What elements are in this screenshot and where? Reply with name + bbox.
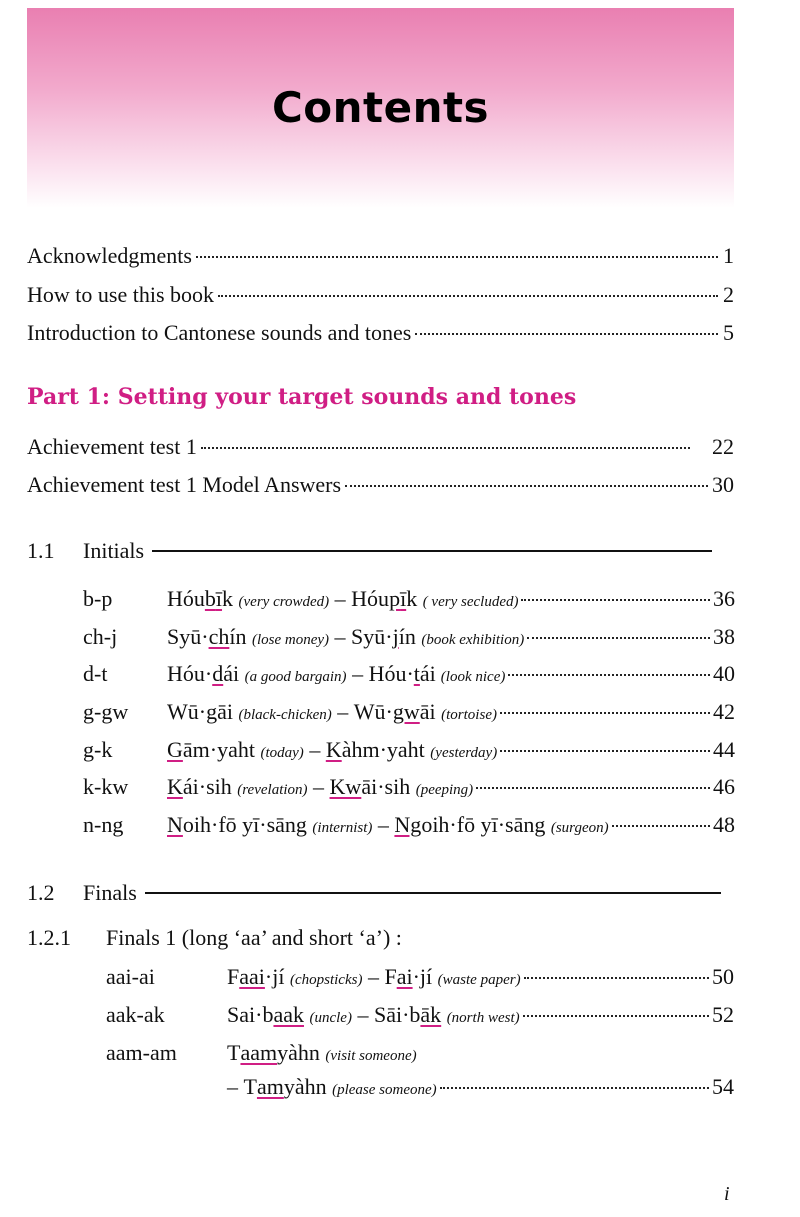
final-entry[interactable] (106, 1040, 734, 1070)
initial-entry[interactable] (83, 661, 735, 691)
entry-word-highlight: ai (396, 964, 413, 989)
entry-word-highlight: G (167, 737, 183, 762)
entry-code: d-t (83, 661, 108, 686)
entry-code: g-gw (83, 699, 129, 724)
entry-word: Sai·b (227, 1002, 274, 1027)
entry-code: aam-am (106, 1040, 177, 1065)
entry-dash: – (352, 661, 364, 686)
entry-code: b-p (83, 586, 113, 611)
entry-gloss: (book exhibition) (421, 632, 525, 648)
entry-word-highlight: p (389, 586, 401, 611)
entry-word-highlight: K (325, 737, 342, 762)
entry-word: T (243, 1074, 257, 1099)
entry-code: aak-ak (106, 1002, 165, 1027)
entry-gloss: (visit someone) (325, 1048, 417, 1064)
entry-dash: – (309, 737, 321, 762)
entry-word-highlight: ī (400, 586, 407, 611)
entry-gloss: (revelation) (237, 782, 308, 798)
entry-word: yàhn (277, 1040, 320, 1065)
entry-word: ái (419, 661, 436, 686)
section-number: 1.2 (27, 880, 55, 905)
entry-dash: – (357, 1002, 369, 1027)
entry-word: ām·yaht (182, 737, 255, 762)
entry-gloss: (please someone) (332, 1082, 437, 1098)
final-entry[interactable] (106, 1002, 734, 1032)
entry-dash: – (334, 586, 346, 611)
entry-gloss: ( very secluded) (422, 594, 519, 610)
leader-dots (500, 750, 710, 752)
toc-entry-page: 30 (712, 472, 734, 497)
entry-gloss: (black-chicken) (238, 707, 332, 723)
leader-dots (196, 256, 718, 258)
section-label: Initials (83, 538, 145, 563)
section-rule (152, 550, 712, 552)
entry-gloss: (today) (260, 745, 304, 761)
initial-entry[interactable] (83, 737, 735, 767)
entry-word-highlight: aam (240, 1040, 278, 1065)
entry-word-highlight: Ng (394, 812, 422, 837)
entry-dash: – (313, 774, 325, 799)
initial-entry[interactable] (83, 774, 735, 804)
entry-dash: – (334, 624, 346, 649)
entry-page: 50 (712, 964, 734, 989)
entry-word-highlight: d (212, 661, 224, 686)
leader-dots (440, 1087, 709, 1089)
entry-word: F (227, 964, 240, 989)
entry-word: Syū· (351, 624, 393, 649)
entry-gloss: (lose money) (251, 632, 330, 648)
entry-word-highlight: j (392, 624, 399, 649)
entry-word: Hóu (167, 586, 205, 611)
footer-page-number: i (724, 1183, 730, 1205)
section-rule (145, 892, 721, 894)
entry-word-highlight: K (167, 774, 183, 799)
entry-page: 40 (713, 661, 735, 686)
section-label: Finals (83, 880, 137, 905)
entry-gloss: (look nice) (440, 669, 506, 685)
leader-dots (415, 333, 718, 335)
initial-entry[interactable] (83, 624, 735, 654)
toc-entry[interactable] (27, 434, 734, 462)
entry-code: ch-j (83, 624, 118, 649)
entry-word-highlight: Kw (329, 774, 362, 799)
entry-word: Syū· (167, 624, 209, 649)
entry-dash: – (337, 699, 349, 724)
entry-word: Hóu (351, 586, 390, 611)
entry-word-highlight: am (256, 1074, 284, 1099)
entry-word: k (406, 586, 418, 611)
entry-gloss: (peeping) (415, 782, 474, 798)
entry-word: F (384, 964, 397, 989)
entry-word-highlight: gw (392, 699, 420, 724)
leader-dots (508, 674, 710, 676)
toc-entry-page: 5 (723, 320, 734, 345)
entry-word-highlight: g (206, 699, 218, 724)
entry-word: oih·fō yī·sāng (421, 812, 546, 837)
toc-entry-label: Achievement test 1 (27, 434, 197, 459)
leader-dots (345, 485, 708, 487)
entry-page: 36 (713, 586, 735, 611)
entry-gloss: (chopsticks) (289, 972, 363, 988)
leader-dots (524, 977, 709, 979)
entry-word: ái·sih (182, 774, 232, 799)
entry-code: aai-ai (106, 964, 155, 989)
toc-entry-page: 22 (712, 434, 734, 459)
section-heading (27, 538, 712, 564)
entry-gloss: (tortoise) (441, 707, 497, 723)
toc-entry[interactable] (27, 243, 734, 271)
entry-word-highlight: t (413, 661, 420, 686)
entry-word: Wū· (353, 699, 393, 724)
section-heading (27, 880, 721, 906)
entry-gloss: (a good bargain) (244, 669, 347, 685)
entry-word-highlight: aai (239, 964, 265, 989)
entry-word-highlight: ī (215, 586, 223, 611)
entry-gloss: (surgeon) (550, 820, 609, 836)
leader-dots (612, 825, 710, 827)
entry-word: oih·fō yī·sāng (182, 812, 307, 837)
entry-word: Sāi·b (373, 1002, 421, 1027)
entry-word: ·jí (264, 964, 285, 989)
toc-entry-page: 1 (723, 243, 734, 268)
entry-dash: – (367, 964, 379, 989)
entry-word: yàhn (283, 1074, 327, 1099)
entry-page: 44 (713, 737, 735, 762)
toc-entry[interactable] (27, 320, 734, 348)
part-heading: Part 1: Setting your target sounds and tones (27, 384, 577, 410)
entry-gloss: (north west) (446, 1010, 520, 1026)
leader-dots (527, 637, 710, 639)
entry-word: k (222, 586, 234, 611)
entry-word: ín (398, 624, 416, 649)
entry-word-highlight: āk (420, 1002, 442, 1027)
subsection-label: Finals 1 (long ‘aa’ and short ‘a’) : (106, 925, 402, 950)
entry-gloss: (uncle) (309, 1010, 352, 1026)
leader-dots (476, 787, 710, 789)
entry-word-highlight: N (167, 812, 183, 837)
entry-gloss: (waste paper) (437, 972, 521, 988)
toc-entry[interactable] (27, 472, 734, 500)
leader-dots (523, 1015, 709, 1017)
toc-entry[interactable] (27, 282, 734, 310)
entry-word: àhm·yaht (341, 737, 425, 762)
leader-dots (500, 712, 710, 714)
entry-word: ín (229, 624, 247, 649)
entry-word: Hóu· (368, 661, 414, 686)
entry-code: n-ng (83, 812, 124, 837)
entry-word: Wū· (167, 699, 207, 724)
section-number: 1.1 (27, 538, 55, 563)
entry-word: ·jí (412, 964, 433, 989)
entry-page: 54 (712, 1074, 734, 1099)
entry-dash: – (227, 1074, 238, 1099)
toc-entry-label: Introduction to Cantonese sounds and tones (27, 320, 412, 345)
toc-entry-label: How to use this book (27, 282, 214, 307)
page-title: Contents (271, 83, 490, 132)
subsection-number: 1.2.1 (27, 925, 71, 950)
entry-gloss: (very crowded) (238, 594, 330, 610)
entry-word: ái (223, 661, 240, 686)
entry-page: 52 (712, 1002, 734, 1027)
entry-word: āi (419, 699, 436, 724)
header-banner (27, 8, 734, 208)
final-entry-continuation[interactable] (227, 1074, 734, 1104)
leader-dots (218, 295, 718, 297)
entry-gloss: (yesterday) (430, 745, 498, 761)
initial-entry[interactable] (83, 812, 735, 842)
final-entry[interactable] (106, 964, 734, 994)
entry-dash: – (377, 812, 389, 837)
entry-word-highlight: b (204, 586, 216, 611)
entry-word: Hóu· (167, 661, 213, 686)
entry-code: g-k (83, 737, 113, 762)
toc-entry-page: 2 (723, 282, 734, 307)
entry-word-highlight: ch (208, 624, 230, 649)
subsection-heading (27, 925, 402, 951)
entry-page: 46 (713, 774, 735, 799)
initial-entry[interactable] (83, 586, 735, 616)
entry-word: āi (217, 699, 233, 724)
entry-word: T (227, 1040, 241, 1065)
leader-dots (201, 447, 690, 449)
entry-page: 42 (713, 699, 735, 724)
entry-gloss: (internist) (312, 820, 373, 836)
entry-page: 38 (713, 624, 735, 649)
toc-entry-label: Achievement test 1 Model Answers (27, 472, 342, 497)
toc-entry-label: Acknowledgments (27, 243, 192, 268)
leader-dots (521, 599, 710, 601)
entry-page: 48 (713, 812, 735, 837)
entry-word: āi·sih (361, 774, 411, 799)
entry-word-highlight: aak (273, 1002, 304, 1027)
initial-entry[interactable] (83, 699, 735, 729)
entry-code: k-kw (83, 774, 129, 799)
